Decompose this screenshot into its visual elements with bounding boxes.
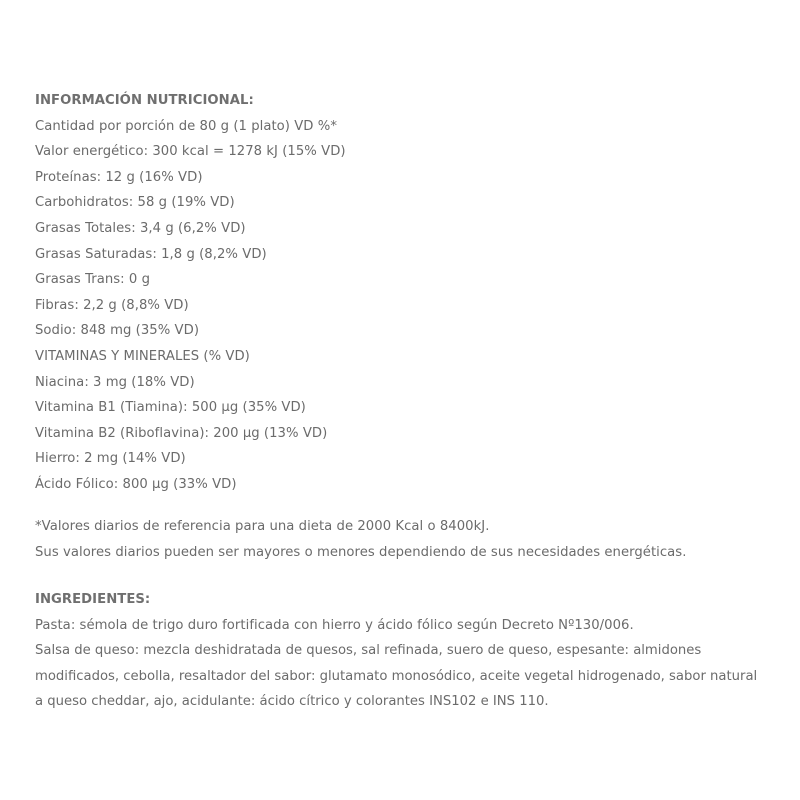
nutrition-line-trans-fat: Grasas Trans: 0 g <box>35 272 151 288</box>
nutrition-line-b1: Vitamina B1 (Tiamina): 500 μg (35% VD) <box>35 400 306 416</box>
ingredients-heading: INGREDIENTES: <box>35 592 151 607</box>
nutrition-line-vitamins-header: VITAMINAS Y MINERALES (% VD) <box>35 348 250 364</box>
nutrition-line-total-fat: Grasas Totales: 3,4 g (6,2% VD) <box>35 220 246 236</box>
nutrition-line-fiber: Fibras: 2,2 g (8,8% VD) <box>35 297 189 313</box>
nutrition-line-energy: Valor energético: 300 kcal = 1278 kJ (15% VD) <box>35 144 346 160</box>
ingredients-pasta: Pasta: sémola de trigo duro fortificada con hierro y ácido fólico según Decreto Nº130/006. <box>35 617 634 633</box>
footnote-section <box>35 514 775 565</box>
nutrition-line-portion: Cantidad por porción de 80 g (1 plato) VD %* <box>35 118 337 134</box>
nutrition-line-sodium: Sodio: 848 mg (35% VD) <box>35 323 200 339</box>
nutrition-line-saturated-fat: Grasas Saturadas: 1,8 g (8,2% VD) <box>35 246 267 262</box>
nutrition-line-folic-acid: Ácido Fólico: 800 μg (33% VD) <box>35 476 237 492</box>
ingredients-section <box>35 587 775 715</box>
footnote-line-1: *Valores diarios de referencia para una dieta de 2000 Kcal o 8400kJ. <box>35 519 490 534</box>
nutrition-line-iron: Hierro: 2 mg (14% VD) <box>35 451 186 467</box>
nutrition-section <box>35 88 775 498</box>
ingredients-sauce: Salsa de queso: mezcla deshidratada de quesos, sal refinada, suero de queso, espesante: almidones modificados, cebolla, resaltador del sabor: glutamato monosódico, aceite vegetal hidrogenado, sabor natural a queso cheddar, ajo, acidulante: ácido cítrico y colorantes INS102 e INS 110. <box>35 643 758 710</box>
nutrition-line-niacin: Niacina: 3 mg (18% VD) <box>35 374 195 390</box>
footnote-line-2: Sus valores diarios pueden ser mayores o menores dependiendo de sus necesidades energéticas. <box>35 544 687 560</box>
nutrition-line-b2: Vitamina B2 (Riboflavina): 200 μg (13% VD) <box>35 425 328 441</box>
nutrition-line-protein: Proteínas: 12 g (16% VD) <box>35 169 203 185</box>
nutrition-line-carbs: Carbohidratos: 58 g (19% VD) <box>35 195 235 211</box>
nutrition-heading: INFORMACIÓN NUTRICIONAL: <box>35 93 254 108</box>
